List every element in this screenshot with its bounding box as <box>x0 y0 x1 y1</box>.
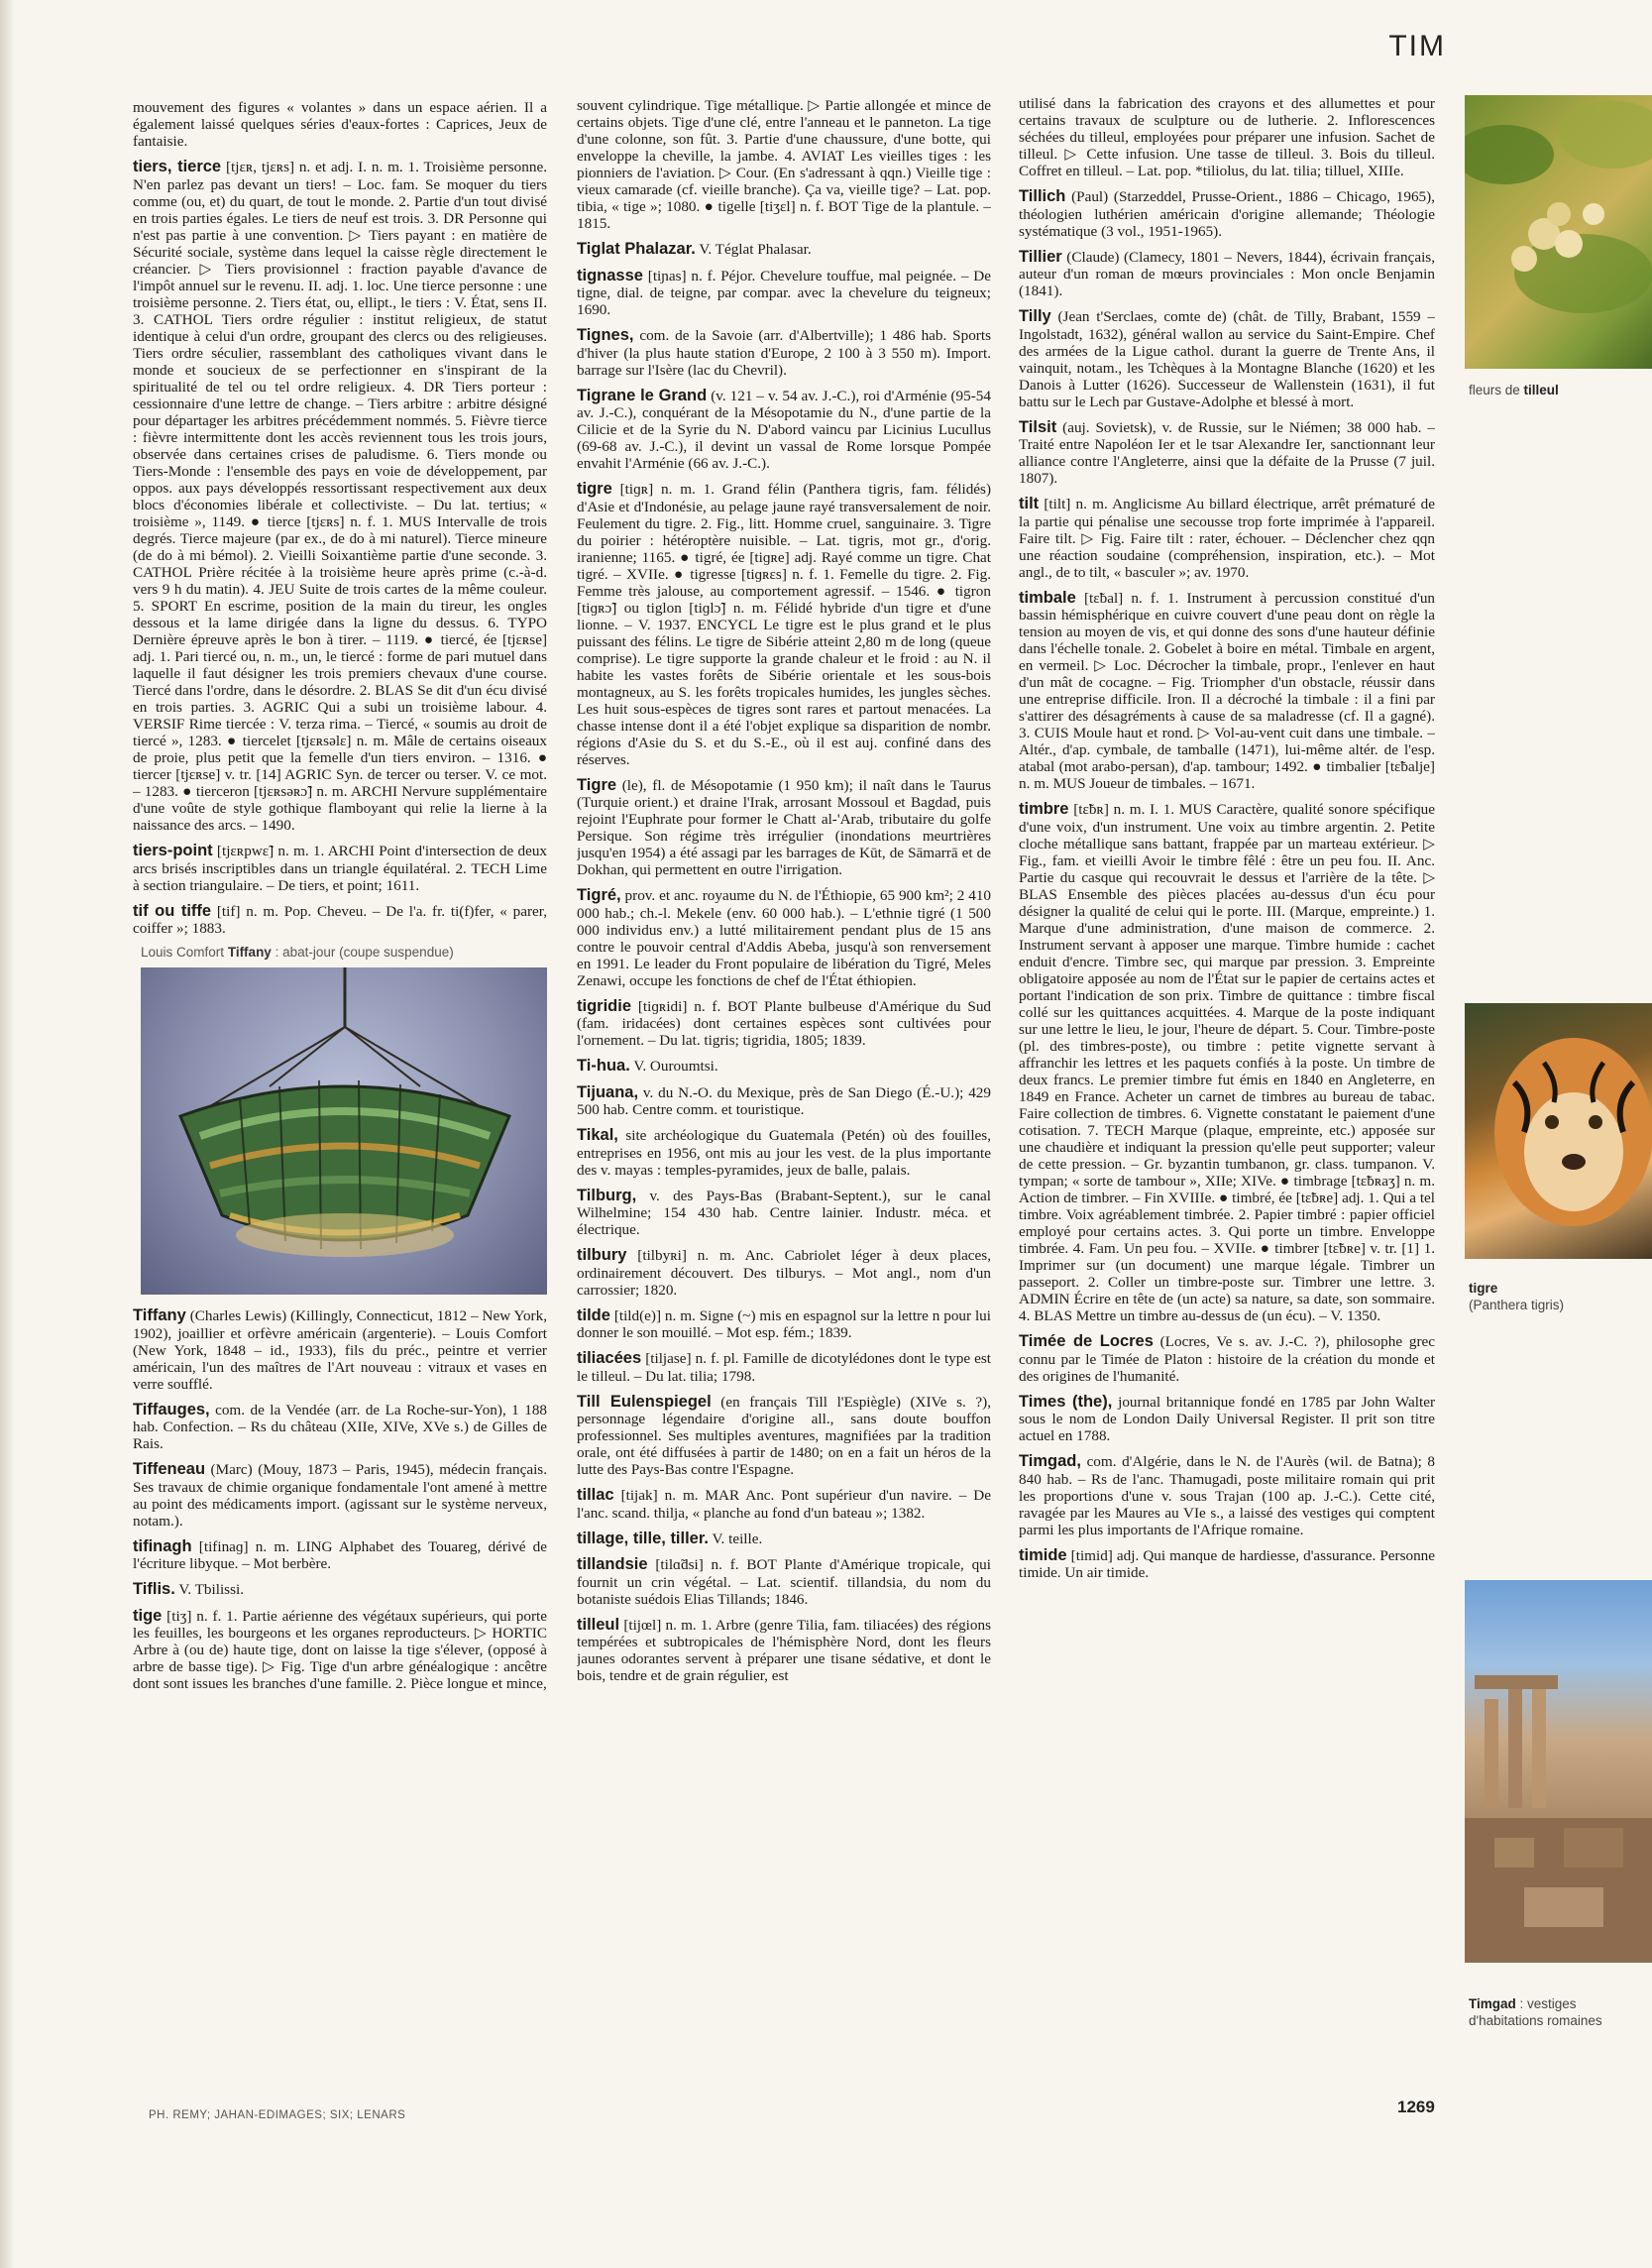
entry-text: [tiɡʀ] n. m. 1. Grand félin (Panthera tigris, fam. félidés) d'Asie et d'Indonésie, au pelage jaune rayé transversalement de noir. Feulement du tigre. 2. Fig., litt. Homme cruel, sanguinaire. 3. Tigre du poirier : hétéroptère nuisible. – Lat. tigris, mot gr., d'orig. iranienne; 1165. ● tigré, ée [tiɡʀe] adj. Rayé comme un tigre. Chat tigré. – XVIIe. ● tigresse [tiɡʀɛs] n. f. 1. Femelle du tigre. 2. Fig. Femme très jalouse, au comportement agressif. – 1546. ● tigron [tiɡʀɔ̃] ou tiglon [tiɡlɔ̃] n. m. Félidé hybride d'un tigre et d'une lionne. – V. 1937. ENCYCL Le tigre est le plus grand et le plus puissant des félins. Le tigre de Sibérie atteint 2,80 m de long (queue comprise). Le tigre supporte la grande chaleur et le froid : au N. il habite les vastes forêts de Sibérie orientale et les sous-bois montagneux, au S. les forêts tropicales humides, les jungles sèches. Les huit sous-espèces de tigres sont rares et partout menacées. La chasse intense dont il a été l'objet explique sa disparition de nombr. régions d'Asie du S. et du S.-E., où il est auj. confiné dans des réserves. <box>577 481 991 768</box>
entry-headword: tilbury <box>577 1246 627 1265</box>
entry-headword: Timée de Locres <box>1019 1332 1154 1351</box>
entry-text: [tilɑ̃dsi] n. f. BOT Plante d'Amérique tropicale, qui fournit un crin végétal. – Lat. scientif. tillandsia, du nom du botaniste suédois Elias Tillands; 1846. <box>577 1556 991 1608</box>
entry-text: [tiʒ] n. f. 1. Partie aérienne des végétaux supérieurs, qui porte les feuilles, les bourgeons et les organes reproducteurs. ▷ HORTIC Arbre à (ou de) haute tige, dont on laisse la tige s'élever, (opposé à arbre de basse tige). ▷ Fig. Tige d'un arbre généalogique : ancêtre dont sont issues les branches d'une famille. 2. Pièce longue et mince, <box>133 1607 547 1693</box>
entry-text: com. d'Algérie, dans le N. de l'Aurès (wil. de Batna); 8 840 hab. – Rs de l'anc. Thamugadi, poste militaire romain qui prit les proportions d'une v. sous Trajan (100 ap. J.-C.). Cette cité, ravagée par les Maures au VIe s., a laissé des vestiges qui comptent parmi les plus importants de l'Afrique romaine. <box>1019 1453 1435 1538</box>
entry-text: [tilbyʀi] n. m. Anc. Cabriolet léger à deux places, ordinairement découvert. Des tilburys. – Mot angl., nom d'un carrossier; 1820. <box>577 1247 991 1299</box>
dictionary-entry <box>1019 187 1435 240</box>
tiffany-lamp-illustration <box>141 967 547 1295</box>
dictionary-entry <box>577 1057 991 1075</box>
entry-headword: tifinagh <box>133 1536 192 1555</box>
entry-text: souvent cylindrique. Tige métallique. ▷ Partie allongée et mince de certains objets. Tige d'une clé, entre l'anneau et le panneton. La tige d'une colonne, son fût. 3. Partie d'une chaussure, d'une botte, qui enveloppe la cheville, la jambe. 4. AVIAT Les vieilles tiges : les pionniers de l'aviation. ▷ Cour. (En s'adressant à qqn.) Vieille tige : vieux camarade (cf. vieille branche). Ça va, vieille tige? – Lat. pop. tibia, « tige »; 1080. ● tigelle [tiʒɛl] n. f. BOT Tige de la plantule. – 1815. <box>577 97 991 233</box>
entry-headword: tillage, tille, tiller. <box>577 1529 709 1547</box>
entry-text: mouvement des figures « volantes » dans un espace aérien. Il a également laissé quelques séries d'eaux-fortes : Caprices, Jeux de fantaisie. <box>133 99 547 151</box>
entry-text: (Marc) (Mouy, 1873 – Paris, 1945), médecin français. Ses travaux de chimie organique fondamentale l'ont amené à mettre au point des médicaments import. (agissant sur le système nerveux, notam.). <box>133 1461 547 1530</box>
entry-text: [tijak] n. m. MAR Anc. Pont supérieur d'un navire. – De l'anc. scand. thilja, « planche au fond d'un bateau »; 1382. <box>577 1487 991 1522</box>
entry-headword: Tilburg, <box>577 1186 637 1204</box>
entry-headword: Till Eulenspiegel <box>577 1392 712 1411</box>
dictionary-entry <box>577 1486 991 1521</box>
entry-text: (Charles Lewis) (Killingly, Connecticut, 1812 – New York, 1902), joaillier et orfèvre américain (argenterie). – Louis Comfort (New York, 1848 – id., 1933), fils du préc., peintre et verrier américain, l'un des maîtres de l'Art nouveau : vitraux et vases en verre soufflé. <box>133 1307 547 1393</box>
entry-headword: tiliacées <box>577 1349 642 1368</box>
tiffany-figure-caption: Louis Comfort Tiffany : abat-jour (coupe suspendue) <box>141 945 454 961</box>
dictionary-entry <box>133 902 547 937</box>
dictionary-entry <box>1019 495 1435 581</box>
entry-headword: Tigré, <box>577 886 621 905</box>
entry-headword: tiers-point <box>133 842 213 860</box>
dictionary-entry <box>577 326 991 379</box>
dictionary-entry <box>1019 800 1435 1324</box>
entry-headword: Times (the), <box>1019 1392 1113 1411</box>
entry-headword: tige <box>133 1606 163 1625</box>
dictionary-entry <box>133 1537 547 1572</box>
dictionary-entry <box>577 1246 991 1299</box>
dictionary-entry <box>577 1530 991 1547</box>
dictionary-entry <box>133 1580 547 1598</box>
entry-text: [tild(e)] n. m. Signe (~) mis en espagnol sur la lettre n pour lui donner le son mouillé. – Mot esp. fém.; 1839. <box>577 1306 991 1342</box>
dictionary-entry <box>133 1401 547 1453</box>
entry-headword: Tignes, <box>577 326 634 345</box>
entry-text: [timid] adj. Qui manque de hardiesse, d'assurance. Personne timide. Un air timide. <box>1019 1546 1435 1582</box>
entry-headword: tillac <box>577 1486 614 1505</box>
dictionary-entry <box>577 776 991 879</box>
entry-text: (le), fl. de Mésopotamie (1 950 km); il naît dans le Taurus (Turquie orient.) et draine l'Irak, arrosant Mossoul et Bagdad, puis rejoint l'Euphrate pour former le Chatt al-'Arab, tributaire du golfe Persique. Son régime très irrégulier (inondations meurtrières jusqu'en 1954) a été assagi par les barrages de Kūt, de Sāmarrā et de Dokhan, qui permettent en outre l'irrigation. <box>577 776 991 879</box>
column-1-entries <box>133 99 547 937</box>
dictionary-entry <box>577 480 991 768</box>
dictionary-entry <box>1019 95 1435 179</box>
dictionary-entry <box>577 886 991 989</box>
timgad-ruins-photo <box>1465 1580 1652 1963</box>
entry-text: site archéologique du Guatemala (Petén) où des fouilles, entreprises en 1956, ont mis au jour les vest. de la plus importante des v. mayas : temples-pyramides, jeux de balle, palais. <box>577 1127 991 1179</box>
entry-headword: Tigrane le Grand <box>577 386 708 404</box>
dictionary-entry <box>133 842 547 894</box>
entry-text: [tjɛʀ, tjɛʀs] n. et adj. I. n. m. 1. Troisième personne. N'en parlez pas devant un tiers! – Loc. fam. Se moquer du tiers comme (ou, et) du quart, de tout le monde. 2. Partie d'un tout divisé en trois parties égales. Le tiers de neuf est trois. 3. DR Personne qui n'est pas partie à une convention. ▷ Tiers payant : en matière de Sécurité sociale, système dans lequel la caisse règle directement le créancier. ▷ Tiers provisionnel : fraction payable d'avance de l'impôt annuel sur le revenu. II. adj. 1. loc. Une tierce personne : une troisième personne. 2. Tiers état, ou, ellipt., le tiers : V. État, sens II. 3. CATHOL Tiers ordre régulier : institut religieux, de statut identique à celui d'un ordre, groupant des clercs ou des religieuses. Tiers ordre séculier, rassemblant des catholiques vivant dans le monde et soucieux de se perfectionner en s'inspirant de la spiritualité de tel ou tel ordre religieux. 4. DR Tiers porteur : cessionnaire d'une lettre de change. – Tiers arbitre : arbitre désigné pour départager les arbitres précédemment nommés. 5. Fièvre tierce : fièvre intermittente dont les accès reviennent tous les trois jours, observée dans certaines crises de paludisme. 6. Tiers monde ou Tiers-Monde : l'ensemble des pays en voie de développement, par oppos. aux pays développés ressortissant respectivement aux deux blocs d'économies libérale et collectiviste. – Du lat. tertius; « troisième », 1149. ● tierce [tjɛʀs] n. f. 1. MUS Intervalle de trois degrés. Tierce majeure (par ex., de do à mi naturel). Tierce mineure (de do à mi bémol). 2. Vieilli Soixantième partie d'une seconde. 3. CATHOL Prière récitée à la troisième heure après prime (c.-à-d. vers 9 h du matin). 4. JEU Suite de trois cartes de la même couleur. 5. SPORT En escrime, position de la main du tireur, les ongles dessous et la lame dirigée dans la ligne du dessus. 6. TYPO Dernière épreuve après le bon à tirer. – 1119. ● tiercé, ée [tjɛʀse] adj. 1. Pari tiercé ou, n. m., un, le tiercé : forme de pari mutuel dans laquelle il faut désigner les trois premiers chevaux d'une course. Tiercé dans l'ordre, dans le désordre. 2. BLAS Se dit d'un écu divisé en trois parties. 3. AGRIC Qui a subi un troisième labour. 4. VERSIF Rime tiercée : V. terza rima. – Tiercé, « soumis au droit de tiercé », 1283. ● tiercelet [tjɛʀsəlɛ] n. m. Mâle de certains oiseaux de proie, plus petit que la femelle d'un tiers environ. – 1316. ● tiercer [tjɛʀse] v. tr. [14] AGRIC Syn. de tercer ou terser. V. ce mot. – 1283. ● tierceron [tjɛʀsəʀɔ̃] n. m. ARCHI Nervure supplémentaire d'une voûte de style gothique flamboyant qui relie la lierne à la naissance des arcs. – 1490. <box>133 159 547 835</box>
entry-headword: Tiffany <box>133 1306 186 1325</box>
dictionary-entry <box>1019 1393 1435 1445</box>
dictionary-entry <box>577 387 991 473</box>
column-3 <box>1019 95 1435 2078</box>
column-3-entries <box>1019 95 1435 1581</box>
page-number: 1269 <box>1397 2098 1435 2116</box>
dictionary-entry <box>1019 1546 1435 1581</box>
entry-headword: Tiffauges, <box>133 1400 210 1418</box>
entry-text: [tifinaɡ] n. m. LING Alphabet des Touareg, dérivé de l'écriture libyque. – Mot berbère. <box>133 1537 547 1573</box>
dictionary-entry <box>1019 307 1435 410</box>
tiffany-lamp-photo <box>141 967 547 1295</box>
dictionary-entry <box>133 1306 547 1393</box>
photo-credits: PH. REMY; JAHAN-EDIMAGES; SIX; LENARS <box>149 2109 406 2121</box>
guide-word: TIM <box>1388 30 1446 62</box>
entry-text: v. du N.-O. du Mexique, près de San Diego (É.-U.); 429 500 hab. Centre comm. et touristique. <box>577 1083 991 1119</box>
entry-headword: tillandsie <box>577 1555 648 1574</box>
dictionary-entry <box>577 240 991 258</box>
entry-text: (Claude) (Clamecy, 1801 – Nevers, 1844), écrivain français, auteur d'un roman de mœurs provinciales : Mon oncle Benjamin (1841). <box>1019 248 1435 300</box>
entry-text: [tɛ̃bal] n. f. 1. Instrument à percussion constitué d'un bassin hémisphérique en cuivre couvert d'une peau dont on règle la tension au moyen de vis, et qui donne des sons d'une hauteur définie dans l'échelle tonale. 2. Gobelet à boire en métal. Timbale en argent, en vermeil. ▷ Loc. Décrocher la timbale, propr., l'enlever en haut d'un mât de cocagne. – Fig. Triompher d'un obstacle, réussir dans une entreprise difficile. Iron. Il a décroché la timbale : il a fini par s'attirer des désagréments à cause de sa maladresse (cf. Il a gagné). 3. CUIS Moule haut et rond. ▷ Vol-au-vent cuit dans une timbale. – Altér., d'ap. cymbale, de tamballe (1471), lui-même altér. de l'esp. atabal (mot arabo-persan), d'ap. tambour; 1492. ● timbalier [tɛ̃balje] n. m. MUS Joueur de timbales. – 1671. <box>1019 589 1435 793</box>
entry-text: (Locres, Ve s. av. J.-C. ?), philosophe grec connu par le Timée de Platon : histoire de la création du monde et des origines de l'humanité. <box>1019 1333 1435 1385</box>
entry-headword: tif ou tiffe <box>133 901 212 920</box>
entry-text: utilisé dans la fabrication des crayons et des allumettes et pour certains travaux de sculpture ou de lutherie. 2. Inflorescences séchées du tilleul, employées pour préparer une infusion. Sachet de tilleul. ▷ Cette infusion. Une tasse de tilleul. 3. Bois du tilleul. Coffret en tilleul. – Lat. pop. *tiliolus, du lat. tilia; tilluel, XIIIe. <box>1019 95 1435 180</box>
timgad-photo-caption: Timgad : vestiges d'habitations romaines <box>1469 1996 1602 2028</box>
entry-text: (Jean t'Serclaes, comte de) (chât. de Tilly, Brabant, 1559 – Ingolstadt, 1632), général wallon au service du Saint-Empire. Chef des armées de la Ligue cathol. durant la guerre de Trente Ans, il vainquit, notam., les Tchèques à la Montagne Blanche (1620) et les Danois à Lutter (1626). Successeur de Wallenstein (1631), il fut battu sur le Lech par Gustave-Adolphe et blessé à mort. <box>1019 308 1435 410</box>
entry-text: [tɛ̃bʀ] n. m. I. 1. MUS Caractère, qualité sonore spécifique d'une voix, d'un instrument. Une voix au timbre argentin. 2. Petite cloche métallique sans battant, frappée par un marteau extérieur. ▷ Fig., fam. et vieilli Avoir le timbre fêlé : être un peu fou. II. Anc. Partie du casque qui recouvrait le dessus et l'arrière de la tête. ▷ BLAS Ensemble des pièces placées au-dessus d'un écu pour désigner la qualité de celui qui le porte. III. (Marque, empreinte.) 1. Marque d'une administration, d'une maison de commerce. 2. Instrument servant à apposer une marque. Timbre humide : cachet enduit d'encre. Timbre sec, qui marque par pression. 3. Empreinte obligatoire apposée au nom de l'État sur le papier de certains actes et portant l'indication de son prix. Timbre de quittance : timbre fiscal collé sur les quittances acquittées. 4. Marque de la poste indiquant sur une lettre le lieu, le jour, l'heure de départ. 5. Cour. Timbre-poste (pl. des timbres-poste), ou timbre : petite vignette servant à affranchir les lettres et les paquets confiés à la poste. Un timbre de deux francs. Le premier timbre fut émis en 1840 en Angleterre, en 1849 en France. Acheter un carnet de timbres au bureau de tabac. Faire collection de timbres. 6. Vignette constatant le paiement d'une cotisation. 7. TECH Marque (plaque, empreinte, etc.) apposée sur une chaudière et indiquant la pression qu'elle peut supporter; valeur de cette pression. – Gr. byzantin tumbanon, gr. class. tumpanon. V. tympan; « sorte de tambour », XIIe; XIVe. ● timbrage [tɛ̃bʀaʒ] n. m. Action de timbrer. – Fin XVIIIe. ● timbré, ée [tɛ̃bʀe] adj. 1. Qui a tel timbre. Voix agréablement timbrée. 2. Papier timbré : papier officiel employé pour certains actes. 3. Qui porte un timbre. Enveloppe timbrée. 4. Fam. Un peu fou. – XVIIe. ● timbrer [tɛ̃bʀe] v. tr. [1] 1. Imprimer sur (un document) une marque légale. Timbrer un passeport. 2. Coller un timbre-poste sur. Timbrer une lettre. 3. ADMIN Écrire en tête de (un acte) sa nature, sa date, son sommaire. 4. BLAS Mettre un timbre au-dessus de (un écu). – V. 1350. <box>1019 801 1435 1325</box>
entry-text: (v. 121 – v. 54 av. J.-C.), roi d'Arménie (95-54 av. J.-C.), conquérant de la Mésopotamie du N., d'une partie de la Cilicie et de la Syrie du N. D'abord vaincu par Licinius Lucullus (69-68 av. J.-C.), il devint un vassal de Rome lorsque Pompée envahit l'Arménie (66 av. J.-C.). <box>577 387 991 473</box>
dictionary-entry <box>577 1555 991 1608</box>
dictionary-entry <box>577 1187 991 1239</box>
entry-text: [tiljase] n. f. pl. Famille de dicotylédones dont le type est le tilleul. – Du lat. tilia; 1798. <box>577 1350 991 1385</box>
entry-headword: Timgad, <box>1019 1452 1081 1471</box>
entry-text: V. Téglat Phalasar. <box>699 241 812 259</box>
column-1 <box>133 99 547 2111</box>
dictionary-entry <box>577 1083 991 1118</box>
entry-headword: Tiflis. <box>133 1580 175 1599</box>
dictionary-entry <box>577 1616 991 1685</box>
entry-headword: timbale <box>1019 588 1076 607</box>
entry-headword: Tillich <box>1019 187 1066 206</box>
tilleul-photo-caption: fleurs de tilleul <box>1469 383 1559 397</box>
dictionary-entry <box>577 97 991 232</box>
tiger-illustration <box>1465 1003 1652 1259</box>
entry-text: (auj. Sovietsk), v. de Russie, sur le Niémen; 38 000 hab. – Traité entre Napoléon Ier et le tsar Alexandre Ier, sanctionnant leur alliance contre l'Angleterre, ainsi que la défaite de la Prusse (7 juil. 1807). <box>1019 418 1435 488</box>
entry-headword: Ti-hua. <box>577 1057 630 1076</box>
dictionary-entry <box>133 158 547 834</box>
entry-text: V. Tbilissi. <box>178 1581 245 1599</box>
tilleul-illustration <box>1465 95 1652 369</box>
column-2 <box>577 97 991 2080</box>
entry-headword: tignasse <box>577 266 643 284</box>
entry-headword: Tigre <box>577 775 617 794</box>
entry-text: prov. et anc. royaume du N. de l'Éthiopie, 65 900 km²; 2 410 000 hab.; ch.-l. Mekele (env. 60 000 hab.). – L'ethnie tigré (1 500 000 individus env.) a lutté militairement pendant plus de 15 ans contre le pouvoir central d'Addis Abeba, jusqu'à son renversement en 1991. Le leader du Front populaire de libération du Tigré, Meles Zenawi, occupe les fonctions de chef de l'État éthiopien. <box>577 887 991 989</box>
entry-headword: Tillier <box>1019 247 1062 266</box>
dictionary-entry <box>577 997 991 1050</box>
dictionary-entry <box>577 1306 991 1341</box>
entry-headword: tilleul <box>577 1615 620 1634</box>
entry-text: V. Ouroumtsi. <box>633 1058 718 1076</box>
entry-headword: Tilsit <box>1019 417 1057 436</box>
tiger-photo <box>1465 1003 1652 1259</box>
entry-text: com. de la Savoie (arr. d'Albertville); 1 486 hab. Sports d'hiver (la plus haute station d'Europe, 2 100 à 3 550 m). Import. barrage sur l'Isère (lac du Chevril). <box>577 327 991 379</box>
entry-text: [tiɲas] n. f. Péjor. Chevelure touffue, mal peignée. – De tigne, dial. de teigne, par compar. avec la chevelure du teigneux; 1690. <box>577 267 991 319</box>
entry-headword: Tikal, <box>577 1126 618 1145</box>
tiger-photo-caption: tigre (Panthera tigris) <box>1469 1281 1565 1312</box>
tilleul-flowers-photo <box>1465 95 1652 369</box>
entry-headword: timide <box>1019 1545 1067 1564</box>
entry-headword: Tilly <box>1019 307 1051 326</box>
entry-headword: Tiglat Phalazar. <box>577 240 696 259</box>
entry-text: [tif] n. m. Pop. Cheveu. – De l'a. fr. ti(f)fer, « parer, coiffer »; 1883. <box>133 902 547 938</box>
dictionary-entry <box>577 267 991 319</box>
dictionary-entry <box>1019 1452 1435 1538</box>
entry-text: (en français Till l'Espiègle) (XIVe s. ?), personnage légendaire d'origine all., sans doute bouffon professionnel. Ses multiples aventures, magnifiées par la tradition orale, ont été diffusées à partir de 1480; on en a fait un héros de la lutte des Pays-Bas contre l'Espagne. <box>577 1393 991 1479</box>
entry-text: v. des Pays-Bas (Brabant-Septent.), sur le canal Wilhelmine; 154 430 hab. Centre lainier. Industr. méca. et électrique. <box>577 1187 991 1239</box>
entry-text: [tilt] n. m. Anglicisme Au billard électrique, arrêt prématuré de la partie qui pénalise une secousse trop forte imprimée à l'appareil. Faire tilt. ▷ Fig. Faire tilt : rater, échouer. – Déclencher chez qqn une réaction soudaine (compréhension, inspiration, etc.). – Mot angl., de to tilt, « basculer »; av. 1970. <box>1019 496 1435 581</box>
entry-text: com. de la Vendée (arr. de La Roche-sur-Yon), 1 188 hab. Confection. – Rs du château (XIIe, XIVe, XVe s.) de Gilles de Rais. <box>133 1401 547 1453</box>
entry-headword: tiers, tierce <box>133 158 222 176</box>
column-2-entries <box>577 97 991 1684</box>
dictionary-entry <box>577 1393 991 1479</box>
dictionary-entry <box>1019 589 1435 793</box>
entry-headword: Tiffeneau <box>133 1460 206 1479</box>
dictionary-entry <box>133 99 547 150</box>
dictionary-entry <box>1019 1332 1435 1385</box>
page-binding-shadow <box>0 0 14 2268</box>
dictionary-entry <box>133 1460 547 1530</box>
column-1-entries-after-figure <box>133 1306 547 1692</box>
entry-headword: tigre <box>577 480 612 499</box>
entry-headword: Tijuana, <box>577 1082 639 1101</box>
entry-headword: tilde <box>577 1305 610 1324</box>
entry-text: journal britannique fondé en 1785 par John Walter sous le nom de London Daily Universal Register. Il prit son titre actuel en 1788. <box>1019 1393 1435 1445</box>
entry-text: (Paul) (Starzeddel, Prusse-Orient., 1886 – Chicago, 1965), théologien luthérien américain d'origine allemande; Théologie systématique (3 vol., 1951-1965). <box>1019 188 1435 240</box>
dictionary-entry <box>577 1349 991 1384</box>
dictionary-entry <box>1019 418 1435 488</box>
entry-headword: timbre <box>1019 800 1069 819</box>
dictionary-entry <box>133 1607 547 1693</box>
timgad-illustration <box>1465 1580 1652 1963</box>
entry-headword: tilt <box>1019 495 1040 513</box>
entry-text: [tijœl] n. m. 1. Arbre (genre Tilia, fam. tiliacées) des régions tempérées et subtropicales de l'hémisphère Nord, dont les fleurs jaunes odorantes servent à préparer une tisane sédative, et dont le bois, tendre et de grain régulier, est <box>577 1616 991 1685</box>
dictionary-entry <box>1019 248 1435 300</box>
dictionary-entry <box>577 1126 991 1179</box>
entry-text: V. teille. <box>712 1530 763 1547</box>
entry-headword: tigridie <box>577 996 632 1015</box>
entry-text: [tiɡʀidi] n. f. BOT Plante bulbeuse d'Amérique du Sud (fam. iridacées) dont certaines espèces sont cultivées pour l'ornement. – Du lat. tigris; tigridia, 1805; 1839. <box>577 997 991 1050</box>
entry-text: [tjɛʀpwɛ̃] n. m. 1. ARCHI Point d'intersection de deux arcs brisés inscriptibles dans un triangle équilatéral. 2. TECH Lime à section triangulaire. – De tiers, et point; 1611. <box>133 843 547 894</box>
